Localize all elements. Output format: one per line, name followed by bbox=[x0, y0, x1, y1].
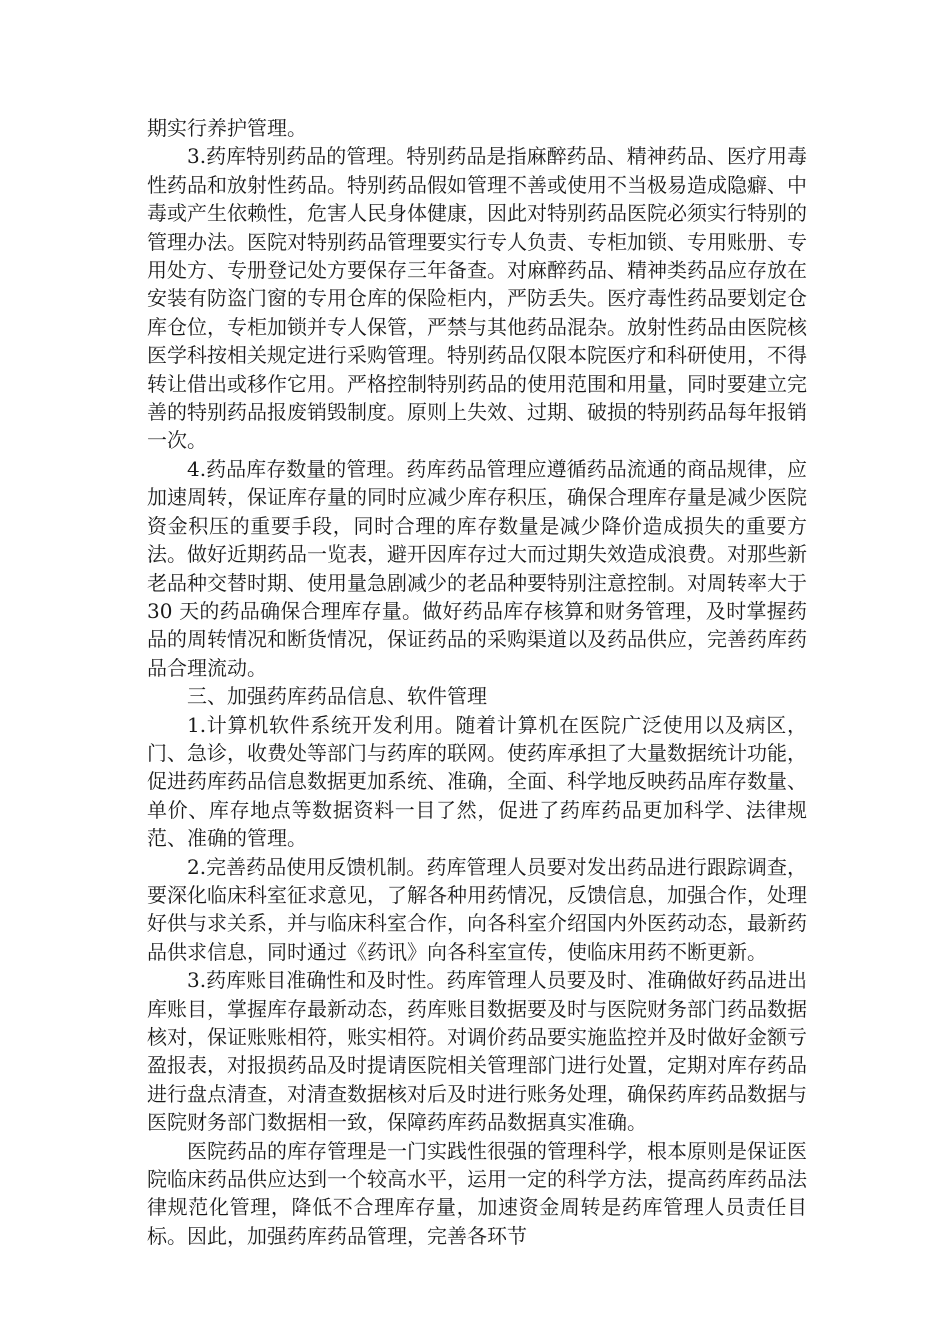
paragraph-feedback: 2.完善药品使用反馈机制。药库管理人员要对发出药品进行跟踪调查，要深化临床科室征求意见，了解各种用药情况，反馈信息，加强合作，处理好供与求关系，并与临床科室合作，向各科室介绍国内外医药动态，最新药品供求信息，同时通过《药讯》向各科室宣传，使临床用药不断更新。 bbox=[147, 854, 807, 964]
paragraph-software: 1.计算机软件系统开发利用。随着计算机在医院广泛使用以及病区，门、急诊，收费处等部门与药库的联网。使药库承担了大量数据统计功能，促进药库药品信息数据更加系统、准确，全面、科学地反映药品库存数量、单价、库存地点等数据资料一目了然，促进了药库药品更加科学、法律规范、准确的管理。 bbox=[147, 712, 807, 851]
section-heading: 三、加强药库药品信息、软件管理 bbox=[187, 684, 487, 709]
paragraph-special-drugs: 3.药库特别药品的管理。特别药品是指麻醉药品、精神药品、医疗用毒性药品和放射性药品。特别药品假如管理不善或使用不当极易造成隐癖、中毒或产生依赖性，危害人民身体健康，因此对特别药品医院必须实行特别的管理办法。医院对特别药品管理要实行专人负责、专柜加锁、专用账册、专用处方、专册登记处方要保存三年备查。对麻醉药品、精神类药品应存放在安装有防盗门窗的专用仓库的保险柜内，严防丢失。医疗毒性药品要划定仓库仓位，专柜加锁并专人保管，严禁与其他药品混杂。放射性药品由医院核医学科按相关规定进行采购管理。特别药品仅限本院医疗和科研使用，不得转让借出或移作它用。严格控制特别药品的使用范围和用量，同时要建立完善的特别药品报废销毁制度。原则上失效、过期、破损的特别药品每年报销一次。 bbox=[147, 144, 807, 453]
paragraph-stock-quantity: 4.药品库存数量的管理。药库药品管理应遵循药品流通的商品规律，应加速周转，保证库存量的同时应减少库存积压，确保合理库存量是减少医院资金积压的重要手段，同时合理的库存数量是减少降价造成损失的重要方法。做好近期药品一览表，避开因库存过大而过期失效造成浪费。对那些新老品种交替时期、使用量急剧减少的老品种要特别注意控制。对周转率大于 30 天的药品确保合理库存量。做好药品库存核算和财务管理，及时掌握药品的周转情况和断货情况，保证药品的采购渠道以及药品供应，完善药库药品合理流动。 bbox=[147, 456, 807, 680]
paragraph-continuation: 期实行养护管理。 bbox=[147, 116, 307, 140]
paragraph-conclusion: 医院药品的库存管理是一门实践性很强的管理科学，根本原则是保证医院临床药品供应达到一个较高水平，运用一定的科学方法，提高药库药品法律规范化管理，降低不合理库存量，加速资金周转是药库管理人员责任目标。因此，加强药库药品管理，完善各环节 bbox=[147, 1138, 807, 1248]
paragraph-accounts: 3.药库账目准确性和及时性。药库管理人员要及时、准确做好药品进出库账目，掌握库存最新动态，药库账目数据要及时与医院财务部门药品数据核对，保证账账相符，账实相符。对调价药品要实施监控并及时做好金额亏盈报表，对报损药品及时提请医院相关管理部门进行处置，定期对库存药品进行盘点清查，对清查数据核对后及时进行账务处理，确保药库药品数据与医院财务部门数据相一致，保障药库药品数据真实准确。 bbox=[147, 968, 807, 1135]
document-body bbox=[147, 114, 807, 1250]
